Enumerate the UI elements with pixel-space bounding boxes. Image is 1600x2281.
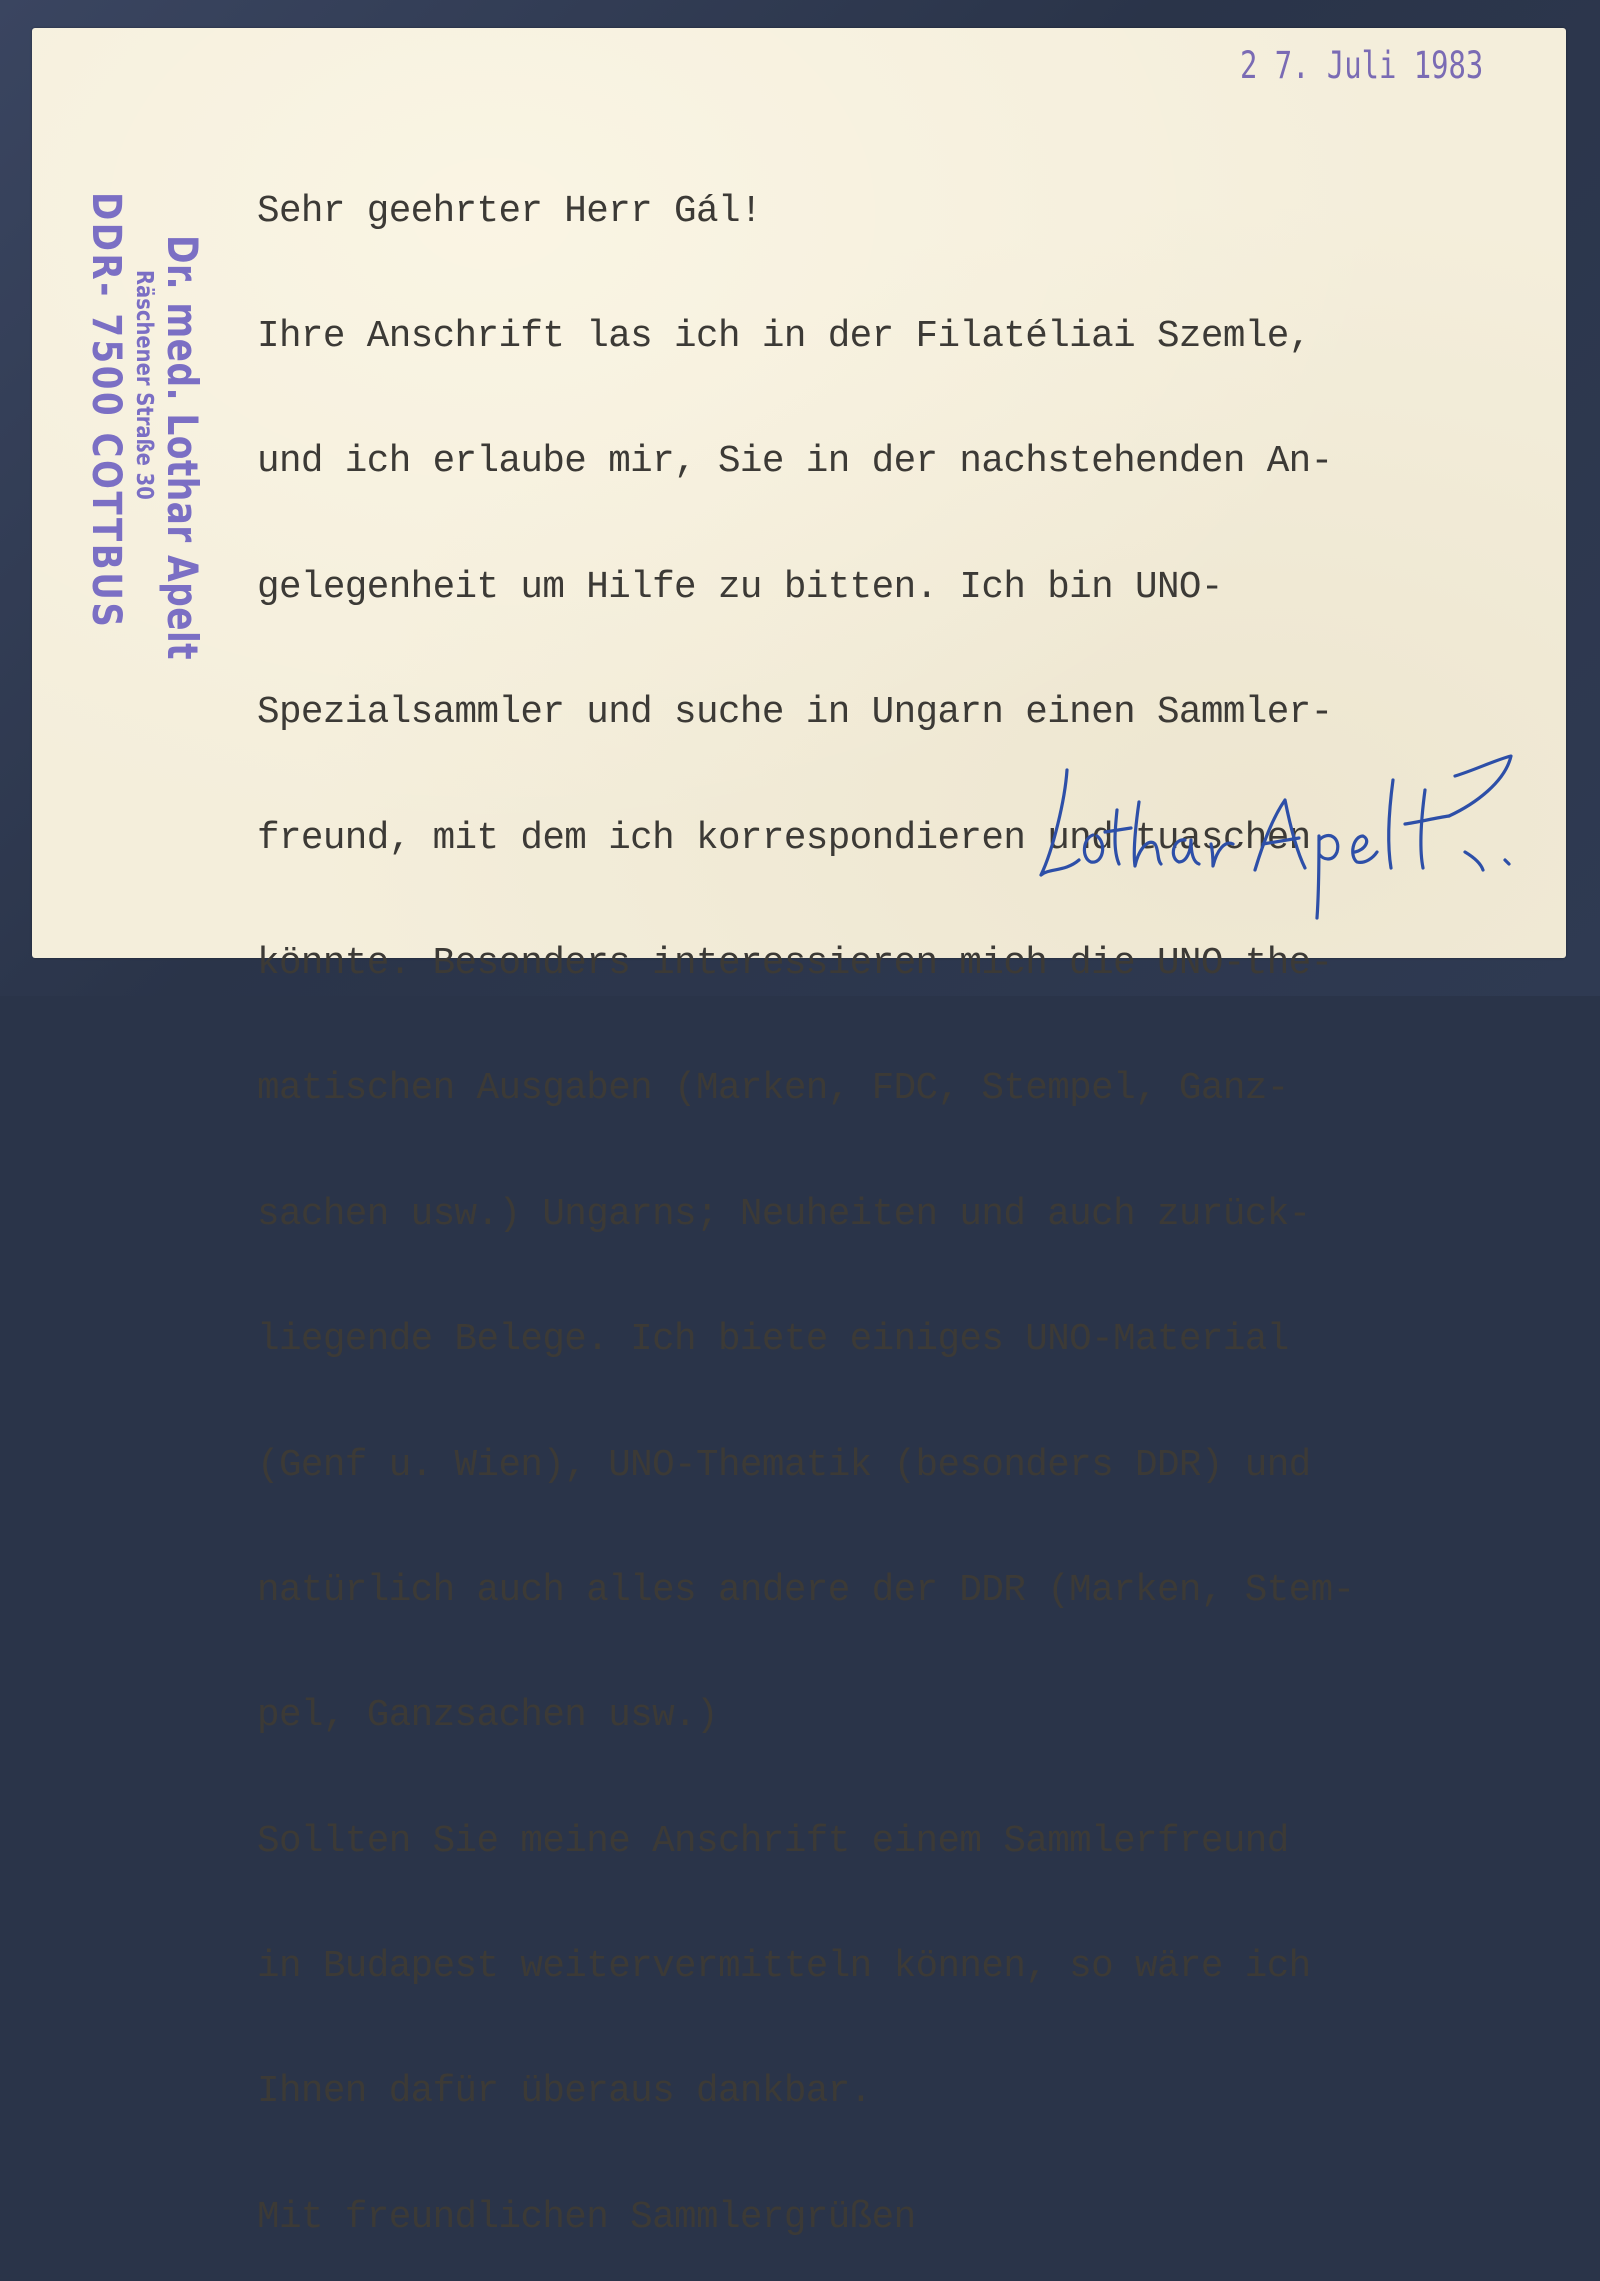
sender-address-stamp [60,180,210,720]
sender-name: Dr. med. Lothar Apelt [158,235,207,661]
letter-line: liegende Belege. Ich biete einiges UNO-Material [257,1319,1289,1362]
sender-address-rotated [83,180,207,753]
sender-city: DDR- 7500 COTTBUS [83,192,129,630]
sender-street: Räschener Straße 30 [131,270,157,500]
letter-line: pel, Ganzsachen usw.) [257,1695,718,1738]
handwritten-signature [1035,740,1545,940]
letter-line: Sollten Sie meine Anschrift einem Sammlerfreund [257,1820,1289,1863]
letter-line: Sehr geehrter Herr Gál! [257,190,762,233]
typewritten-letter [257,108,1547,2281]
date-stamp: 2 7. Juli 1983 [1240,44,1484,87]
letter-line: gelegenheit um Hilfe zu bitten. Ich bin UNO- [257,566,1223,609]
letter-line: Mit freundlichen Sammlergrüßen [257,2196,916,2239]
letter-line: Ihnen dafür überaus dankbar. [257,2071,872,2114]
letter-line: könnte. Besonders interessieren mich die UNO-the- [257,942,1333,985]
letter-line: in Budapest weitervermitteln können, so wäre ich [257,1946,1311,1989]
letter-line: natürlich auch alles andere der DDR (Marken, Stem- [257,1569,1355,1612]
letter-line: freund, mit dem ich korrespondieren und tuaschen [257,817,1311,860]
letter-line: Ihre Anschrift las ich in der Filatéliai Szemle, [257,315,1311,358]
letter-line: und ich erlaube mir, Sie in der nachstehenden An- [257,441,1333,484]
letter-line: Spezialsammler und suche in Ungarn einen Sammler- [257,692,1333,735]
letter-line: sachen usw.) Ungarns; Neuheiten und auch zurück- [257,1193,1311,1236]
letter-line: (Genf u. Wien), UNO-Thematik (besonders DDR) und [257,1444,1311,1487]
letter-line: matischen Ausgaben (Marken, FDC, Stempel, Ganz- [257,1068,1289,1111]
